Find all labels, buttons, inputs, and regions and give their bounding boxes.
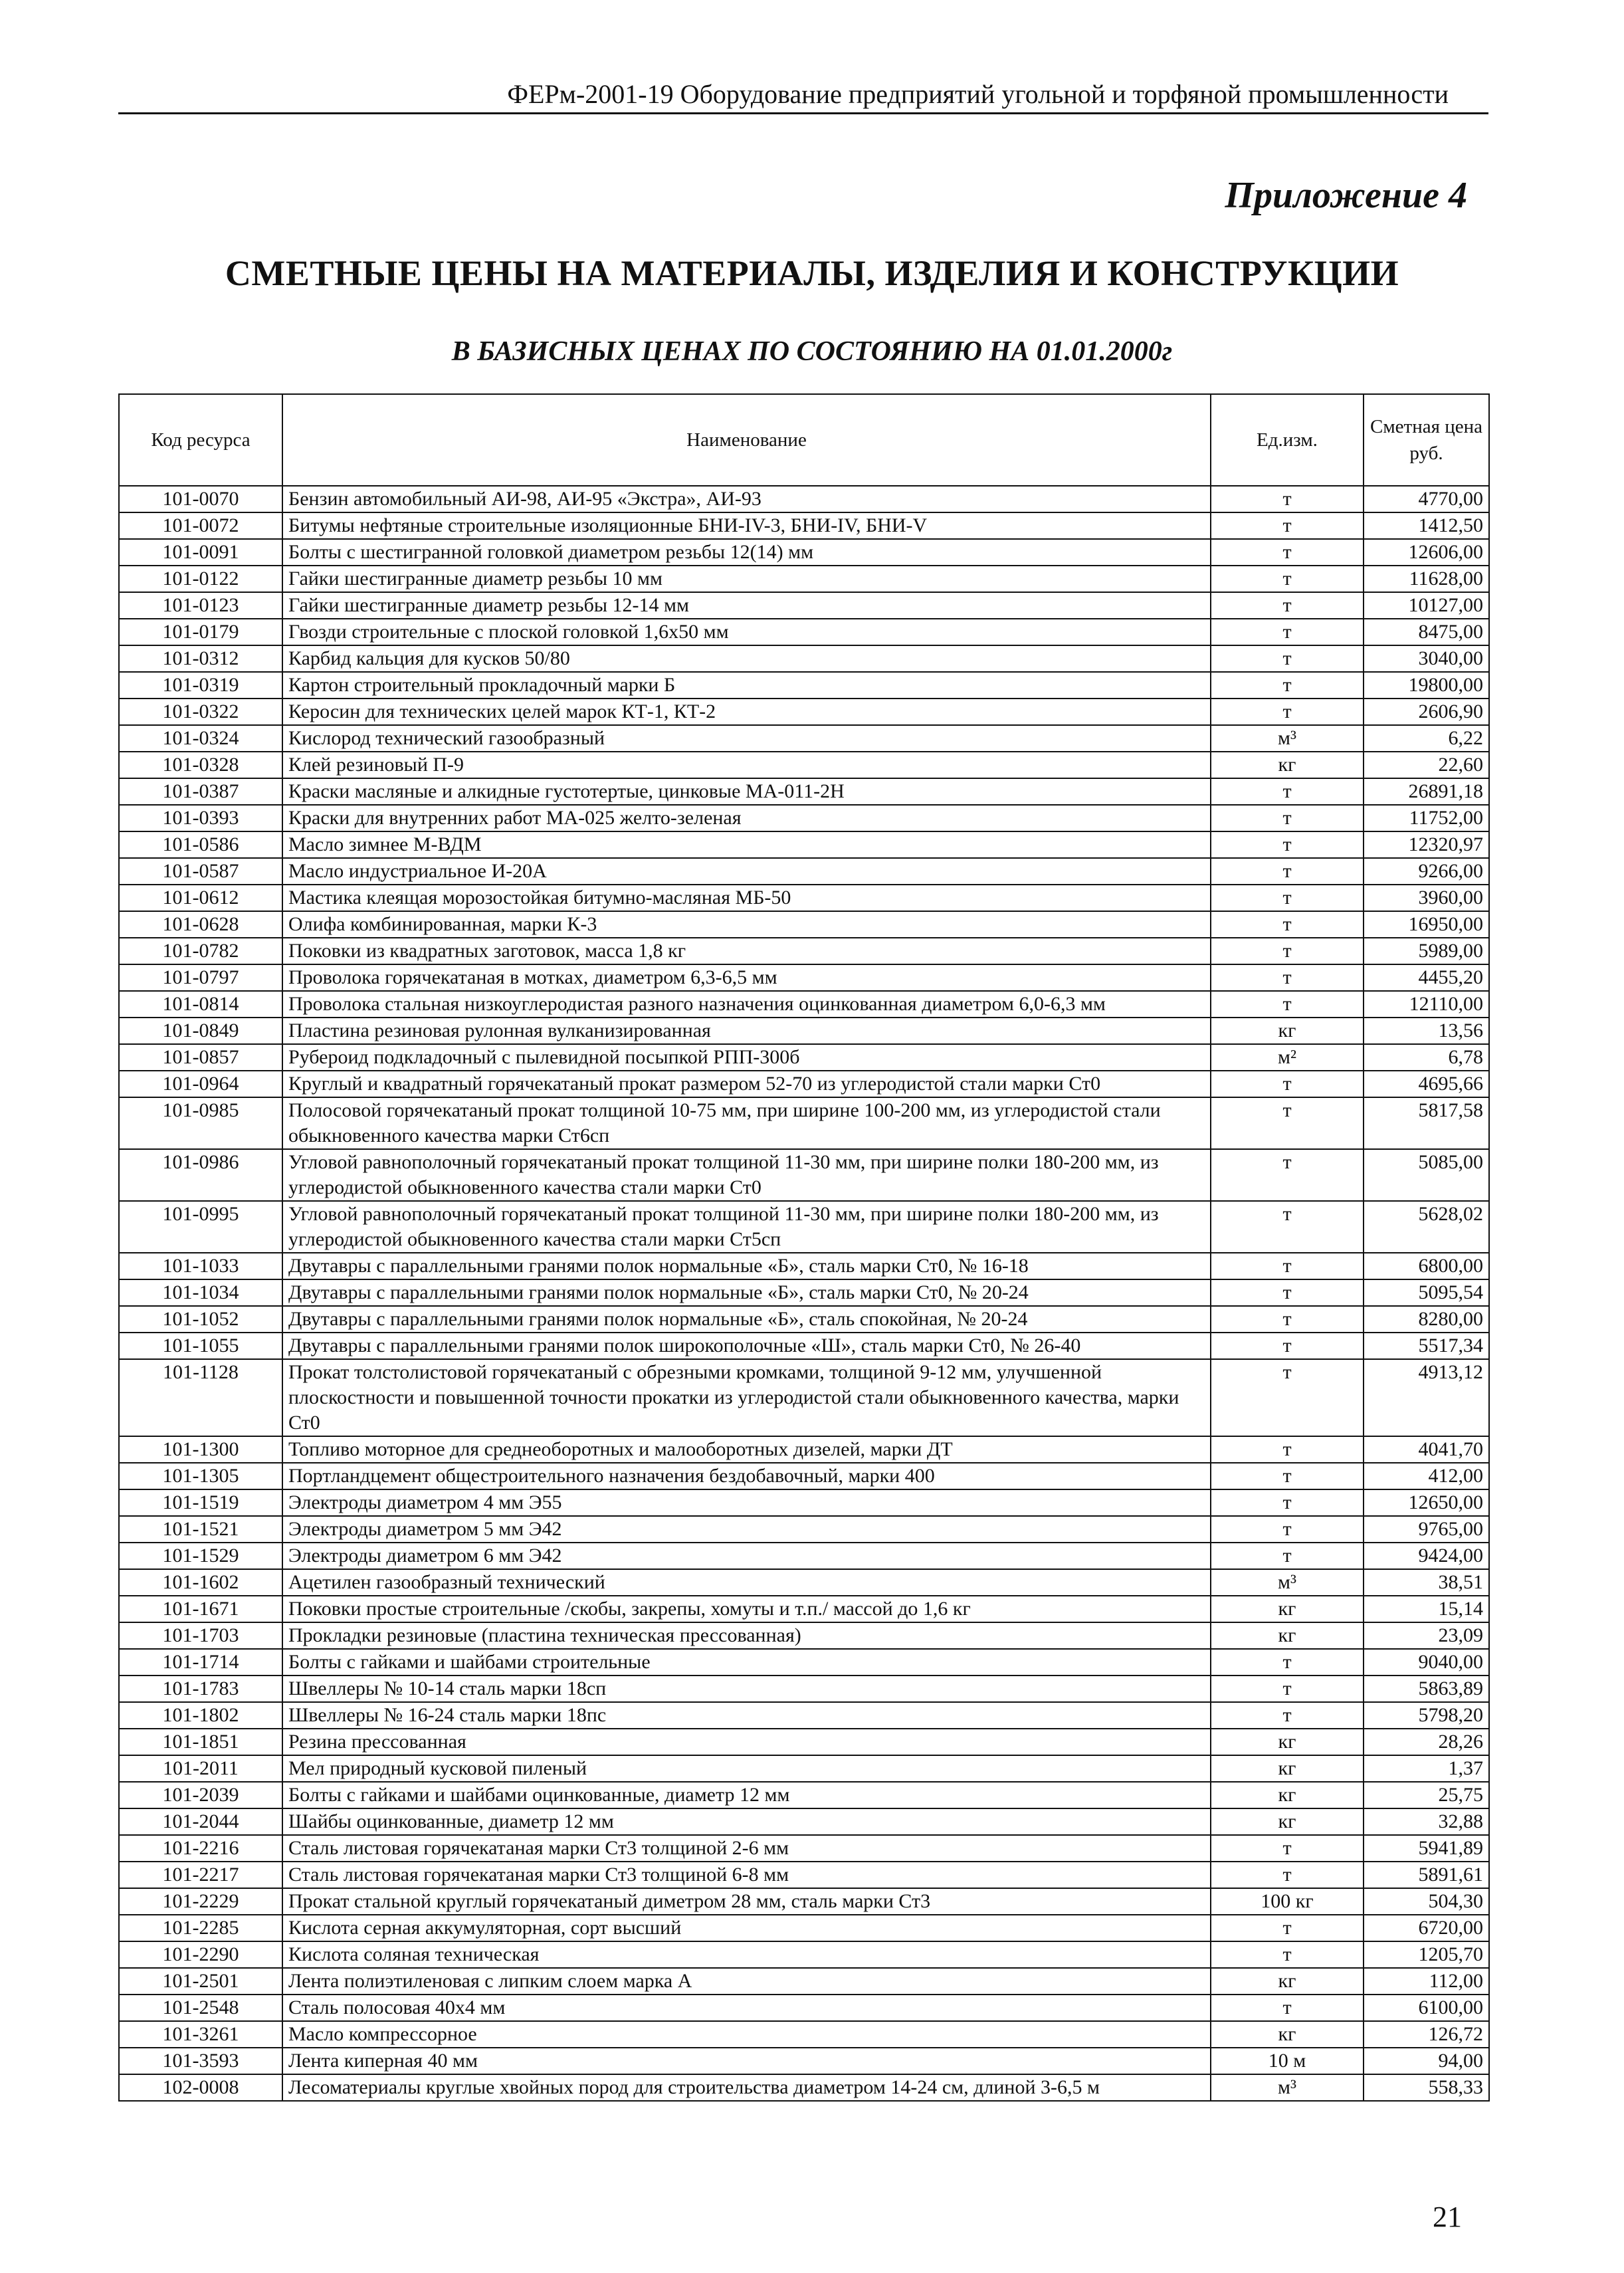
cell-code: 102-0008 (119, 2074, 282, 2101)
table-row (119, 1463, 1489, 1489)
cell-unit: т (1211, 1253, 1364, 1279)
cell-code: 101-0628 (119, 911, 282, 938)
cell-code: 101-1519 (119, 1489, 282, 1516)
cell-unit: т (1211, 1543, 1364, 1569)
cell-price: 9040,00 (1364, 1649, 1489, 1676)
table-row (119, 1729, 1489, 1755)
cell-name: Проволока стальная низкоуглеродистая разного назначения оцинкованная диаметром 6,0-6,3 мм (282, 991, 1211, 1018)
cell-code: 101-0072 (119, 512, 282, 539)
table-row (119, 991, 1489, 1018)
cell-code: 101-2290 (119, 1941, 282, 1968)
cell-price: 6800,00 (1364, 1253, 1489, 1279)
cell-code: 101-1783 (119, 1676, 282, 1702)
cell-unit: т (1211, 1676, 1364, 1702)
cell-name: Кислота серная аккумуляторная, сорт высший (282, 1915, 1211, 1941)
cell-name: Болты с гайками и шайбами оцинкованные, диаметр 12 мм (282, 1782, 1211, 1808)
cell-code: 101-0782 (119, 938, 282, 964)
cell-unit: м² (1211, 1044, 1364, 1071)
cell-code: 101-0814 (119, 991, 282, 1018)
cell-unit: т (1211, 1649, 1364, 1676)
cell-code: 101-2285 (119, 1915, 282, 1941)
cell-price: 11628,00 (1364, 566, 1489, 592)
table-row (119, 1044, 1489, 1071)
cell-unit: м³ (1211, 1569, 1364, 1596)
table-row (119, 1279, 1489, 1306)
cell-price: 558,33 (1364, 2074, 1489, 2101)
cell-name: Лента полиэтиленовая с липким слоем марка А (282, 1968, 1211, 1995)
cell-code: 101-2039 (119, 1782, 282, 1808)
table-row (119, 1436, 1489, 1463)
table-row (119, 1862, 1489, 1888)
cell-code: 101-0985 (119, 1097, 282, 1149)
cell-unit: т (1211, 645, 1364, 672)
cell-price: 1,37 (1364, 1755, 1489, 1782)
cell-code: 101-0393 (119, 805, 282, 831)
table-row (119, 911, 1489, 938)
table-row (119, 1018, 1489, 1044)
cell-name: Сталь листовая горячекатаная марки Ст3 толщиной 2-6 мм (282, 1835, 1211, 1862)
table-row (119, 964, 1489, 991)
cell-name: Карбид кальция для кусков 50/80 (282, 645, 1211, 672)
table-header-row (119, 394, 1489, 486)
cell-name: Мастика клеящая морозостойкая битумно-масляная МБ-50 (282, 885, 1211, 911)
cell-unit: т (1211, 619, 1364, 645)
cell-name: Двутавры с параллельными гранями полок нормальные «Б», сталь спокойная, № 20-24 (282, 1306, 1211, 1333)
page-number: 21 (1433, 2201, 1462, 2233)
cell-code: 101-0179 (119, 619, 282, 645)
cell-code: 101-0312 (119, 645, 282, 672)
cell-unit: т (1211, 1915, 1364, 1941)
cell-price: 13,56 (1364, 1018, 1489, 1044)
cell-price: 16950,00 (1364, 911, 1489, 938)
table-row (119, 2074, 1489, 2101)
running-header: ФЕРм-2001-19 Оборудование предприятий угольной и торфяной промышленности (118, 78, 1488, 114)
cell-unit: т (1211, 1995, 1364, 2021)
cell-code: 101-2216 (119, 1835, 282, 1862)
cell-price: 38,51 (1364, 1569, 1489, 1596)
cell-code: 101-1052 (119, 1306, 282, 1333)
cell-price: 2606,90 (1364, 699, 1489, 725)
cell-unit: т (1211, 778, 1364, 805)
cell-price: 12110,00 (1364, 991, 1489, 1018)
cell-code: 101-0122 (119, 566, 282, 592)
cell-unit: т (1211, 1941, 1364, 1968)
cell-name: Портландцемент общестроительного назначения бездобавочный, марки 400 (282, 1463, 1211, 1489)
cell-unit: т (1211, 699, 1364, 725)
table-row (119, 725, 1489, 752)
cell-unit: кг (1211, 1968, 1364, 1995)
cell-unit: 100 кг (1211, 1888, 1364, 1915)
cell-code: 101-1851 (119, 1729, 282, 1755)
cell-unit: т (1211, 1516, 1364, 1543)
cell-code: 101-0322 (119, 699, 282, 725)
cell-price: 10127,00 (1364, 592, 1489, 619)
cell-name: Мел природный кусковой пиленый (282, 1755, 1211, 1782)
table-row (119, 539, 1489, 566)
cell-unit: кг (1211, 1018, 1364, 1044)
cell-name: Угловой равнополочный горячекатаный прокат толщиной 11-30 мм, при ширине полки 180-200 мм, из углеродистой обыкновенного качества стали марки Ст5сп (282, 1201, 1211, 1253)
cell-code: 101-3593 (119, 2048, 282, 2074)
table-row (119, 1596, 1489, 1622)
cell-name: Топливо моторное для среднеоборотных и малооборотных дизелей, марки ДТ (282, 1436, 1211, 1463)
table-row (119, 1676, 1489, 1702)
cell-name: Лесоматериалы круглые хвойных пород для строительства диаметром 14-24 см, длиной 3-6,5 м (282, 2074, 1211, 2101)
cell-unit: т (1211, 1071, 1364, 1097)
price-table (118, 393, 1490, 2102)
cell-name: Гайки шестигранные диаметр резьбы 10 мм (282, 566, 1211, 592)
cell-price: 26891,18 (1364, 778, 1489, 805)
table-row (119, 1149, 1489, 1201)
cell-name: Масло зимнее М-ВДМ (282, 831, 1211, 858)
table-row (119, 486, 1489, 512)
cell-name: Угловой равнополочный горячекатаный прокат толщиной 11-30 мм, при ширине полки 180-200 мм, из углеродистой обыкновенного качества стали марки Ст0 (282, 1149, 1211, 1201)
cell-price: 5941,89 (1364, 1835, 1489, 1862)
cell-code: 101-1034 (119, 1279, 282, 1306)
appendix-label: Приложение 4 (1225, 175, 1467, 216)
cell-code: 101-2229 (119, 1888, 282, 1915)
cell-price: 28,26 (1364, 1729, 1489, 1755)
cell-name: Лента киперная 40 мм (282, 2048, 1211, 2074)
cell-price: 4455,20 (1364, 964, 1489, 991)
cell-price: 25,75 (1364, 1782, 1489, 1808)
cell-unit: т (1211, 1097, 1364, 1149)
cell-code: 101-2217 (119, 1862, 282, 1888)
cell-unit: т (1211, 1149, 1364, 1201)
table-row (119, 566, 1489, 592)
cell-unit: т (1211, 991, 1364, 1018)
cell-unit: 10 м (1211, 2048, 1364, 2074)
table-row (119, 1333, 1489, 1359)
cell-code: 101-0986 (119, 1149, 282, 1201)
cell-name: Шайбы оцинкованные, диаметр 12 мм (282, 1808, 1211, 1835)
table-row (119, 592, 1489, 619)
cell-name: Резина прессованная (282, 1729, 1211, 1755)
cell-price: 6,78 (1364, 1044, 1489, 1071)
table-row (119, 672, 1489, 699)
cell-unit: т (1211, 1835, 1364, 1862)
cell-price: 4695,66 (1364, 1071, 1489, 1097)
cell-price: 3040,00 (1364, 645, 1489, 672)
table-row (119, 831, 1489, 858)
cell-unit: м³ (1211, 725, 1364, 752)
cell-unit: т (1211, 1306, 1364, 1333)
cell-code: 101-2011 (119, 1755, 282, 1782)
cell-unit: кг (1211, 1782, 1364, 1808)
cell-code: 101-0328 (119, 752, 282, 778)
cell-price: 126,72 (1364, 2021, 1489, 2048)
cell-unit: т (1211, 831, 1364, 858)
cell-unit: кг (1211, 2021, 1364, 2048)
cell-name: Прокат стальной круглый горячекатаный диметром 28 мм, сталь марки Ст3 (282, 1888, 1211, 1915)
cell-unit: т (1211, 938, 1364, 964)
header-code: Код ресурса (119, 394, 282, 486)
table-row (119, 1702, 1489, 1729)
cell-unit: т (1211, 1201, 1364, 1253)
table-row (119, 938, 1489, 964)
table-row (119, 645, 1489, 672)
cell-price: 5095,54 (1364, 1279, 1489, 1306)
cell-name: Битумы нефтяные строительные изоляционные БНИ-IV-3, БНИ-IV, БНИ-V (282, 512, 1211, 539)
cell-unit: т (1211, 1862, 1364, 1888)
table-row (119, 1097, 1489, 1149)
cell-price: 1412,50 (1364, 512, 1489, 539)
cell-price: 5517,34 (1364, 1333, 1489, 1359)
table-row (119, 752, 1489, 778)
cell-code: 101-1128 (119, 1359, 282, 1436)
cell-price: 5891,61 (1364, 1862, 1489, 1888)
cell-price: 19800,00 (1364, 672, 1489, 699)
cell-unit: т (1211, 1436, 1364, 1463)
cell-unit: кг (1211, 1755, 1364, 1782)
cell-name: Двутавры с параллельными гранями полок нормальные «Б», сталь марки Ст0, № 16-18 (282, 1253, 1211, 1279)
cell-code: 101-0387 (119, 778, 282, 805)
cell-price: 94,00 (1364, 2048, 1489, 2074)
cell-name: Швеллеры № 16-24 сталь марки 18пс (282, 1702, 1211, 1729)
cell-unit: т (1211, 566, 1364, 592)
cell-code: 101-1300 (119, 1436, 282, 1463)
cell-name: Проволока горячекатаная в мотках, диаметром 6,3-6,5 мм (282, 964, 1211, 991)
cell-code: 101-1802 (119, 1702, 282, 1729)
table-row (119, 1622, 1489, 1649)
page-title: СМЕТНЫЕ ЦЕНЫ НА МАТЕРИАЛЫ, ИЗДЕЛИЯ И КОНСТРУКЦИИ (225, 253, 1399, 293)
cell-unit: т (1211, 1463, 1364, 1489)
cell-code: 101-1714 (119, 1649, 282, 1676)
cell-unit: т (1211, 486, 1364, 512)
cell-price: 504,30 (1364, 1888, 1489, 1915)
cell-unit: кг (1211, 1622, 1364, 1649)
cell-price: 412,00 (1364, 1463, 1489, 1489)
cell-price: 5085,00 (1364, 1149, 1489, 1201)
cell-unit: т (1211, 672, 1364, 699)
cell-price: 5817,58 (1364, 1097, 1489, 1149)
cell-code: 101-1671 (119, 1596, 282, 1622)
table-row (119, 885, 1489, 911)
cell-name: Поковки простые строительные /скобы, закрепы, хомуты и т.п./ массой до 1,6 кг (282, 1596, 1211, 1622)
cell-name: Прокладки резиновые (пластина техническая прессованная) (282, 1622, 1211, 1649)
cell-code: 101-2501 (119, 1968, 282, 1995)
cell-unit: т (1211, 1359, 1364, 1436)
cell-price: 5989,00 (1364, 938, 1489, 964)
cell-code: 101-1602 (119, 1569, 282, 1596)
cell-name: Гайки шестигранные диаметр резьбы 12-14 мм (282, 592, 1211, 619)
cell-name: Электроды диаметром 6 мм Э42 (282, 1543, 1211, 1569)
cell-name: Рубероид подкладочный с пылевидной посыпкой РПП-300б (282, 1044, 1211, 1071)
cell-price: 4913,12 (1364, 1359, 1489, 1436)
cell-unit: т (1211, 512, 1364, 539)
table-row (119, 1201, 1489, 1253)
cell-name: Клей резиновый П-9 (282, 752, 1211, 778)
cell-code: 101-1521 (119, 1516, 282, 1543)
table-row (119, 1306, 1489, 1333)
cell-name: Сталь полосовая 40х4 мм (282, 1995, 1211, 2021)
table-row (119, 1755, 1489, 1782)
cell-code: 101-1033 (119, 1253, 282, 1279)
cell-name: Кислота соляная техническая (282, 1941, 1211, 1968)
cell-price: 112,00 (1364, 1968, 1489, 1995)
cell-price: 6100,00 (1364, 1995, 1489, 2021)
cell-name: Двутавры с параллельными гранями полок широкополочные «Ш», сталь марки Ст0, № 26-40 (282, 1333, 1211, 1359)
cell-price: 11752,00 (1364, 805, 1489, 831)
cell-name: Бензин автомобильный АИ-98, АИ-95 «Экстра», АИ-93 (282, 486, 1211, 512)
cell-unit: т (1211, 539, 1364, 566)
cell-unit: т (1211, 1702, 1364, 1729)
cell-code: 101-1529 (119, 1543, 282, 1569)
cell-name: Электроды диаметром 5 мм Э42 (282, 1516, 1211, 1543)
cell-code: 101-0964 (119, 1071, 282, 1097)
cell-code: 101-0587 (119, 858, 282, 885)
page-subtitle: В БАЗИСНЫХ ЦЕНАХ ПО СОСТОЯНИЮ НА 01.01.2000г (451, 336, 1173, 367)
cell-unit: м³ (1211, 2074, 1364, 2101)
cell-code: 101-0123 (119, 592, 282, 619)
cell-name: Электроды диаметром 4 мм Э55 (282, 1489, 1211, 1516)
cell-name: Пластина резиновая рулонная вулканизированная (282, 1018, 1211, 1044)
cell-price: 23,09 (1364, 1622, 1489, 1649)
cell-name: Гвозди строительные с плоской головкой 1,6х50 мм (282, 619, 1211, 645)
cell-price: 22,60 (1364, 752, 1489, 778)
cell-price: 6720,00 (1364, 1915, 1489, 1941)
cell-code: 101-2548 (119, 1995, 282, 2021)
cell-unit: т (1211, 911, 1364, 938)
cell-unit: кг (1211, 1808, 1364, 1835)
cell-name: Масло индустриальное И-20А (282, 858, 1211, 885)
table-row (119, 699, 1489, 725)
cell-unit: т (1211, 805, 1364, 831)
cell-code: 101-0995 (119, 1201, 282, 1253)
cell-price: 8280,00 (1364, 1306, 1489, 1333)
cell-price: 4770,00 (1364, 486, 1489, 512)
header-price: Сметная цена руб. (1364, 394, 1489, 486)
cell-code: 101-0612 (119, 885, 282, 911)
cell-unit: кг (1211, 1729, 1364, 1755)
table-row (119, 1835, 1489, 1862)
cell-code: 101-1055 (119, 1333, 282, 1359)
cell-unit: т (1211, 964, 1364, 991)
cell-code: 101-0857 (119, 1044, 282, 1071)
cell-price: 4041,70 (1364, 1436, 1489, 1463)
cell-unit: т (1211, 592, 1364, 619)
cell-name: Поковки из квадратных заготовок, масса 1,8 кг (282, 938, 1211, 964)
cell-code: 101-0070 (119, 486, 282, 512)
cell-name: Краски для внутренних работ МА-025 желто-зеленая (282, 805, 1211, 831)
table-row (119, 1915, 1489, 1941)
cell-code: 101-0797 (119, 964, 282, 991)
cell-unit: т (1211, 1333, 1364, 1359)
table-row (119, 1649, 1489, 1676)
cell-price: 15,14 (1364, 1596, 1489, 1622)
table-row (119, 1941, 1489, 1968)
cell-price: 9765,00 (1364, 1516, 1489, 1543)
cell-name: Керосин для технических целей марок КТ-1, КТ-2 (282, 699, 1211, 725)
table-body (119, 486, 1489, 2101)
cell-code: 101-0091 (119, 539, 282, 566)
cell-price: 5798,20 (1364, 1702, 1489, 1729)
cell-name: Болты с шестигранной головкой диаметром резьбы 12(14) мм (282, 539, 1211, 566)
table-row (119, 858, 1489, 885)
cell-name: Болты с гайками и шайбами строительные (282, 1649, 1211, 1676)
cell-price: 5628,02 (1364, 1201, 1489, 1253)
cell-name: Олифа комбинированная, марки К-3 (282, 911, 1211, 938)
cell-code: 101-1703 (119, 1622, 282, 1649)
table-row (119, 1888, 1489, 1915)
cell-code: 101-0324 (119, 725, 282, 752)
table-row (119, 1782, 1489, 1808)
table-row (119, 619, 1489, 645)
cell-price: 8475,00 (1364, 619, 1489, 645)
cell-name: Ацетилен газообразный технический (282, 1569, 1211, 1596)
table-row (119, 2021, 1489, 2048)
cell-code: 101-0319 (119, 672, 282, 699)
cell-price: 32,88 (1364, 1808, 1489, 1835)
table-row (119, 1569, 1489, 1596)
cell-name: Полосовой горячекатаный прокат толщиной 10-75 мм, при ширине 100-200 мм, из углеродистой стали обыкновенного качества марки Ст6сп (282, 1097, 1211, 1149)
table-row (119, 1359, 1489, 1436)
cell-unit: кг (1211, 752, 1364, 778)
table-row (119, 778, 1489, 805)
cell-unit: т (1211, 885, 1364, 911)
cell-price: 1205,70 (1364, 1941, 1489, 1968)
cell-code: 101-0849 (119, 1018, 282, 1044)
cell-name: Прокат толстолистовой горячекатаный с обрезными кромками, толщиной 9-12 мм, улучшенной плоскостности и повышенной точности прокатки из углеродистой стали обыкновенного качества, марки Ст0 (282, 1359, 1211, 1436)
cell-name: Картон строительный прокладочный марки Б (282, 672, 1211, 699)
cell-name: Кислород технический газообразный (282, 725, 1211, 752)
table-row (119, 1808, 1489, 1835)
cell-name: Краски масляные и алкидные густотертые, цинковые МА-011-2Н (282, 778, 1211, 805)
cell-name: Круглый и квадратный горячекатаный прокат размером 52-70 из углеродистой стали марки Ст0 (282, 1071, 1211, 1097)
cell-price: 12320,97 (1364, 831, 1489, 858)
header-name: Наименование (282, 394, 1211, 486)
cell-name: Двутавры с параллельными гранями полок нормальные «Б», сталь марки Ст0, № 20-24 (282, 1279, 1211, 1306)
cell-unit: т (1211, 1489, 1364, 1516)
cell-code: 101-0586 (119, 831, 282, 858)
table-row (119, 1968, 1489, 1995)
table-row (119, 1489, 1489, 1516)
cell-price: 12606,00 (1364, 539, 1489, 566)
cell-code: 101-1305 (119, 1463, 282, 1489)
table-row (119, 1253, 1489, 1279)
cell-unit: кг (1211, 1596, 1364, 1622)
cell-name: Сталь листовая горячекатаная марки Ст3 толщиной 6-8 мм (282, 1862, 1211, 1888)
table-row (119, 1071, 1489, 1097)
table-row (119, 1543, 1489, 1569)
cell-code: 101-3261 (119, 2021, 282, 2048)
cell-price: 5863,89 (1364, 1676, 1489, 1702)
cell-price: 9266,00 (1364, 858, 1489, 885)
cell-name: Масло компрессорное (282, 2021, 1211, 2048)
cell-unit: т (1211, 1279, 1364, 1306)
cell-price: 6,22 (1364, 725, 1489, 752)
table-row (119, 1516, 1489, 1543)
cell-name: Швеллеры № 10-14 сталь марки 18сп (282, 1676, 1211, 1702)
cell-unit: т (1211, 858, 1364, 885)
table-row (119, 2048, 1489, 2074)
table-row (119, 805, 1489, 831)
table-row (119, 512, 1489, 539)
table-row (119, 1995, 1489, 2021)
cell-price: 3960,00 (1364, 885, 1489, 911)
header-unit: Ед.изм. (1211, 394, 1364, 486)
cell-code: 101-2044 (119, 1808, 282, 1835)
cell-price: 9424,00 (1364, 1543, 1489, 1569)
cell-price: 12650,00 (1364, 1489, 1489, 1516)
